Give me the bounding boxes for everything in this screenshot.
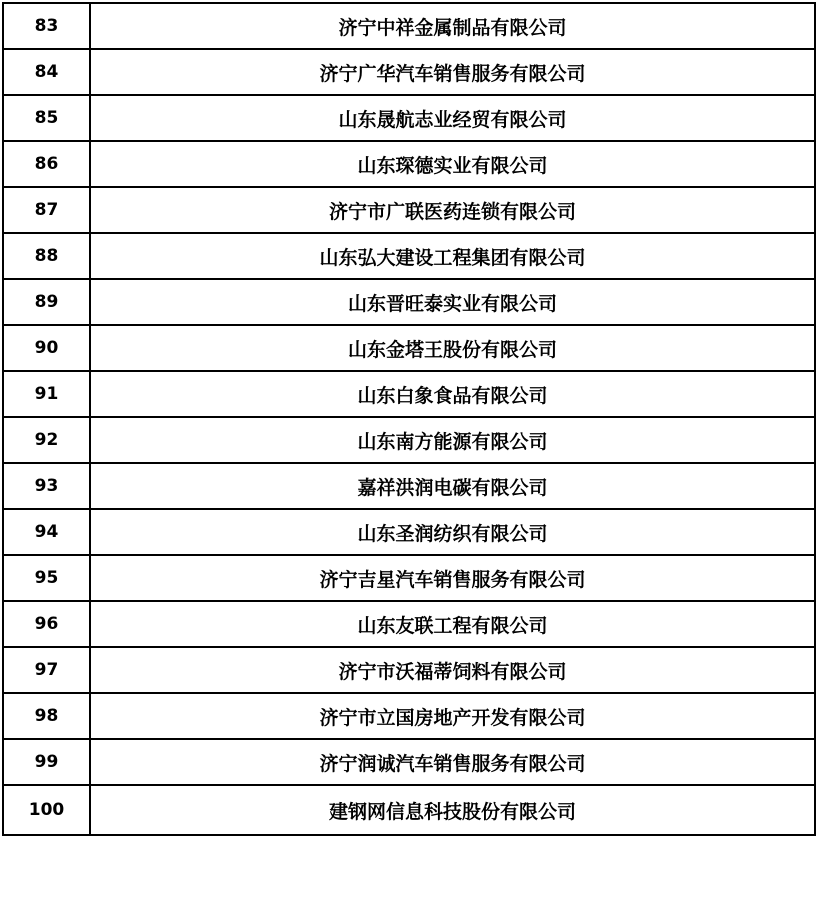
table-row — [3, 187, 815, 233]
table-row — [3, 95, 815, 141]
row-number: 95 — [3, 555, 90, 601]
table-row — [3, 739, 815, 785]
company-name: 山东弘大建设工程集团有限公司 — [90, 233, 815, 279]
company-name: 济宁市立国房地产开发有限公司 — [90, 693, 815, 739]
company-name: 山东晟航志业经贸有限公司 — [90, 95, 815, 141]
row-number: 85 — [3, 95, 90, 141]
table-row — [3, 49, 815, 95]
company-name: 山东南方能源有限公司 — [90, 417, 815, 463]
row-number: 88 — [3, 233, 90, 279]
company-name: 山东友联工程有限公司 — [90, 601, 815, 647]
row-number: 96 — [3, 601, 90, 647]
company-name: 山东圣润纺织有限公司 — [90, 509, 815, 555]
table-row — [3, 141, 815, 187]
row-number: 98 — [3, 693, 90, 739]
company-name: 济宁广华汽车销售服务有限公司 — [90, 49, 815, 95]
table-row — [3, 371, 815, 417]
table-row — [3, 325, 815, 371]
table-row — [3, 417, 815, 463]
table-row — [3, 233, 815, 279]
table-row — [3, 555, 815, 601]
table-row — [3, 509, 815, 555]
table-row — [3, 785, 815, 835]
company-list-table — [2, 2, 816, 836]
company-name: 济宁吉星汽车销售服务有限公司 — [90, 555, 815, 601]
table-row — [3, 3, 815, 49]
company-name: 山东金塔王股份有限公司 — [90, 325, 815, 371]
row-number: 89 — [3, 279, 90, 325]
company-name: 济宁市广联医药连锁有限公司 — [90, 187, 815, 233]
row-number: 91 — [3, 371, 90, 417]
company-list-body — [3, 3, 815, 835]
row-number: 92 — [3, 417, 90, 463]
row-number: 94 — [3, 509, 90, 555]
row-number: 97 — [3, 647, 90, 693]
table-row — [3, 279, 815, 325]
company-name: 建钢网信息科技股份有限公司 — [90, 785, 815, 835]
company-name: 济宁润诚汽车销售服务有限公司 — [90, 739, 815, 785]
company-name: 山东琛德实业有限公司 — [90, 141, 815, 187]
table-row — [3, 693, 815, 739]
row-number: 83 — [3, 3, 90, 49]
table-row — [3, 601, 815, 647]
row-number: 90 — [3, 325, 90, 371]
company-name: 济宁市沃福蒂饲料有限公司 — [90, 647, 815, 693]
table-row — [3, 463, 815, 509]
row-number: 93 — [3, 463, 90, 509]
company-name: 嘉祥洪润电碳有限公司 — [90, 463, 815, 509]
row-number: 86 — [3, 141, 90, 187]
company-name: 山东晋旺泰实业有限公司 — [90, 279, 815, 325]
company-name: 济宁中祥金属制品有限公司 — [90, 3, 815, 49]
row-number: 100 — [3, 785, 90, 835]
row-number: 99 — [3, 739, 90, 785]
company-name: 山东白象食品有限公司 — [90, 371, 815, 417]
row-number: 84 — [3, 49, 90, 95]
row-number: 87 — [3, 187, 90, 233]
table-row — [3, 647, 815, 693]
